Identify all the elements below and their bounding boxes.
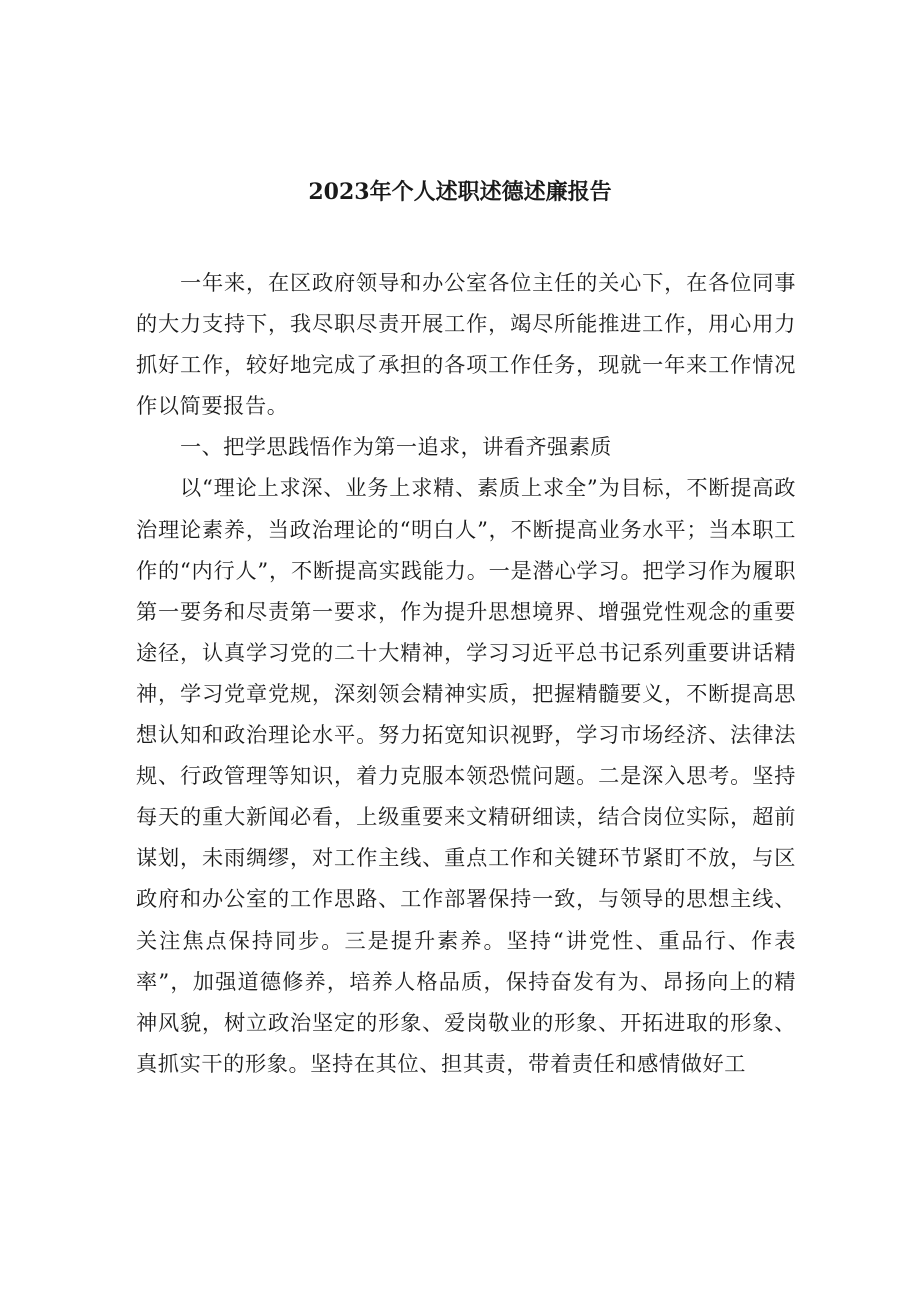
section-paragraph: 以“理论上求深、业务上求精、素质上求全”为目标，不断提高政治理论素养，当政治理论的“明白人”，不断提高业务水平；当本职工作的“内行人”，不断提高实践能力。一是潜心学习。把学习作为履职第一要务和尽责第一要求，作为提升思想境界、增强党性观念的重要途径，认真学习党的二十大精神，学习习近平总书记系列重要讲话精神，学习党章党规，深刻领会精神实质，把握精髓要义，不断提高思想认知和政治理论水平。努力拓宽知识视野，学习市场经济、法律法规、行政管理等知识，着力克服本领恐慌问题。二是深入思考。坚持每天的重大新闻必看，上级重要来文精研细读，结合岗位实际，超前谋划，未雨绸缪，对工作主线、重点工作和关键环节紧盯不放，与区政府和办公室的工作思路、工作部署保持一致，与领导的思想主线、关注焦点保持同步。三是提升素养。坚持“讲党性、重品行、作表率”，加强道德修养，培养人格品质，保持奋发有为、昂扬向上的精神风貌，树立政治坚定的形象、爱岗敬业的形象、开拓进取的形象、真抓实干的形象。坚持在其位、担其责，带着责任和感情做好工 — [136, 475, 796, 1076]
document-body — [136, 262, 796, 1084]
intro-paragraph: 一年来，在区政府领导和办公室各位主任的关心下，在各位同事的大力支持下，我尽职尽责开展工作，竭尽所能推进工作，用心用力抓好工作，较好地完成了承担的各项工作任务，现就一年来工作情况作以简要报告。 — [136, 270, 796, 419]
section-heading: 一、把学思践悟作为第一追求，讲看齐强素质 — [180, 434, 612, 460]
document-title: 2023年个人述职述德述廉报告 — [308, 179, 612, 205]
